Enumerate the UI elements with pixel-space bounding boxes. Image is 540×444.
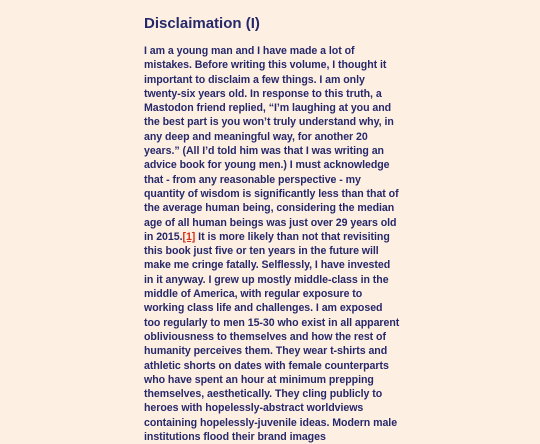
footnote-link[interactable]: [1] [182,230,196,243]
paragraph-text-before-footnote: I am a young man and I have made a lot of mistakes. Before writing this volume, I thought it important to disclaim a few things. I am only twenty-six years old. In response to this truth, a Mastodon friend replied, “I’m laughing at you and the best part is you won’t truly understand why, in any deep and meaningful way, for another 20 years.” (All I’d told him was that I was writing an advice book for young men.) I must acknowledge that - from any reasonable perspective - my quantity of wisdom is significantly less than that of the average human being, considering the median age of all human beings was just over 29 years old in 2015. [144,45,399,243]
page-title: Disclaimation (I) [144,15,260,32]
article [144,14,400,444]
paragraph-text-after-footnote: It is more likely than not that revisiting this book just five or ten years in the future will make me cringe fatally. Selflessly, I have invested in it anyway. I grew up mostly middle-class in the middle of America, with regular exposure to working class life and challenges. I am exposed too regularly to men 15-30 who exist in all apparent obliviousness to themselves and how the rest of humanity perceives them. They wear t-shirts and athletic shorts on dates with female counterparts who have spent an hour at minimum prepping themselves, aesthetically. They cling publicly to heroes with hopelessly-abstract worldviews containing hopelessly-juvenile ideas. Modern male institutions flood their brand images [144,230,400,444]
body-paragraph [144,44,400,444]
